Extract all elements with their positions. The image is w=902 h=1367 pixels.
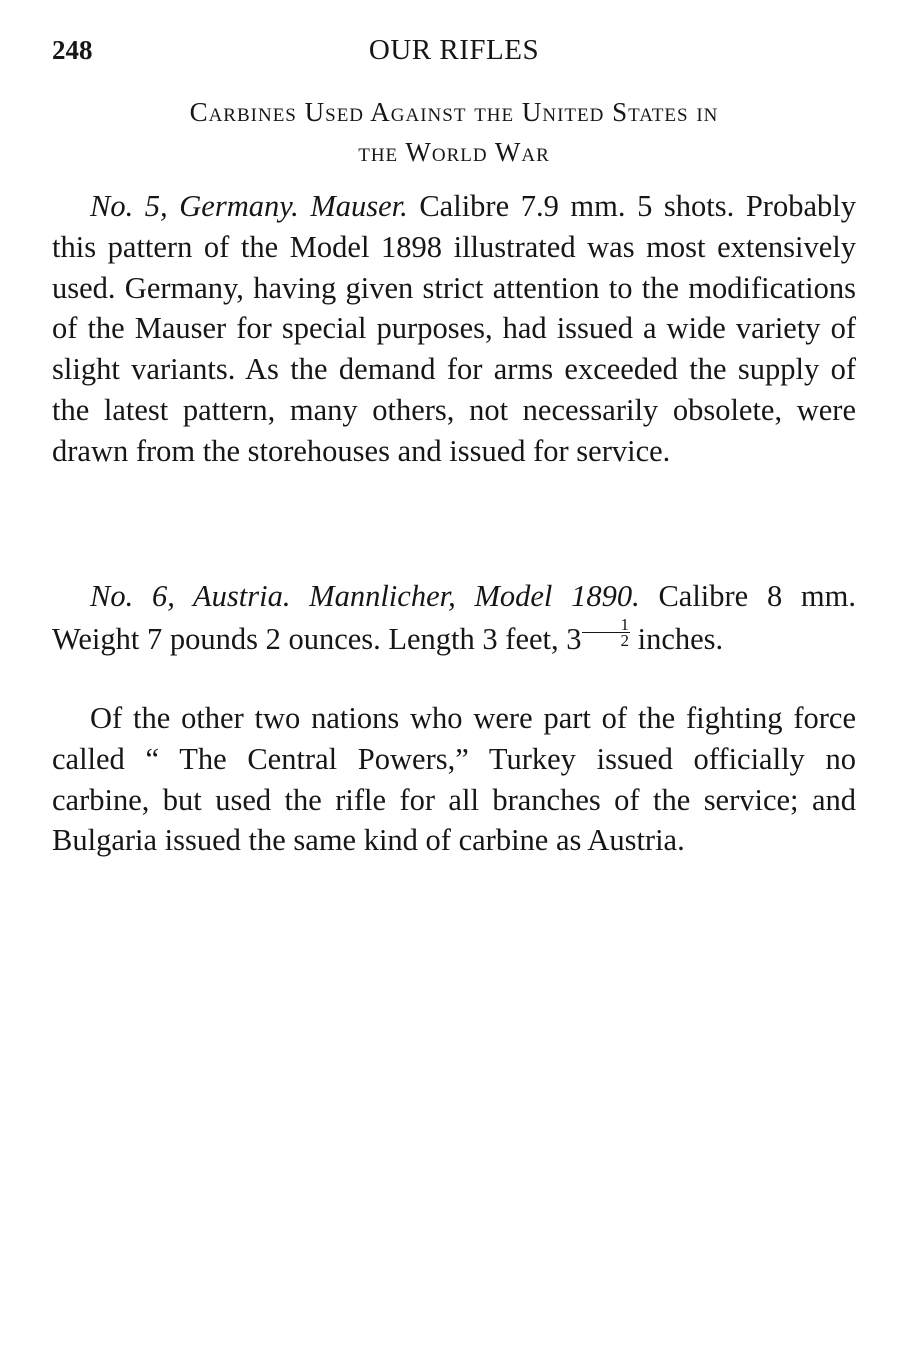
paragraph-text: Calibre 7.9 mm. 5 shots. Probably this pattern of the Model 1898 illustrated was most extensively used. Germany, having given strict attention to the modifications of the Mauser for special purposes, had issued a wide variety of slight variants. As the demand for arms exceeded the supply of the latest pattern, many others, not necessarily obsolete, were drawn from the storehouses and issued for service. — [52, 189, 856, 468]
running-head — [52, 32, 856, 68]
entry-label: No. 6, Austria. — [90, 579, 291, 613]
fraction-one-half — [582, 614, 631, 650]
section-heading-line-2: the World War — [358, 137, 550, 167]
paragraph-text-end: inches. — [630, 621, 724, 656]
paragraph-central-powers — [52, 698, 856, 861]
section-heading-line-1: Carbines Used Against the United States in — [189, 97, 719, 127]
paragraph-austria — [52, 576, 856, 660]
paragraph-text: Of the other two nations who were part of the fighting force called “ The Central Powers,” Turkey issued officially no carbine, but used the rifle for all branches of the service; and Bulgaria issued the same kind of carbine as Austria. — [52, 701, 856, 858]
running-title: OUR RIFLES — [368, 34, 540, 66]
paragraph-text: Calibre 8 mm. Weight 7 pounds 2 ounces. Length 3 feet, 3 — [52, 579, 856, 656]
fraction-numerator: 1 — [582, 617, 631, 633]
section-heading — [52, 92, 856, 172]
entry-label: No. 5, Germany. — [90, 189, 299, 223]
rifle-name: Mannlicher, Model 1890. — [309, 579, 640, 613]
page-number: 248 — [52, 35, 93, 65]
fraction-denominator: 2 — [620, 630, 629, 650]
rifle-name: Mauser. — [310, 189, 408, 223]
paragraph-germany — [52, 186, 856, 472]
